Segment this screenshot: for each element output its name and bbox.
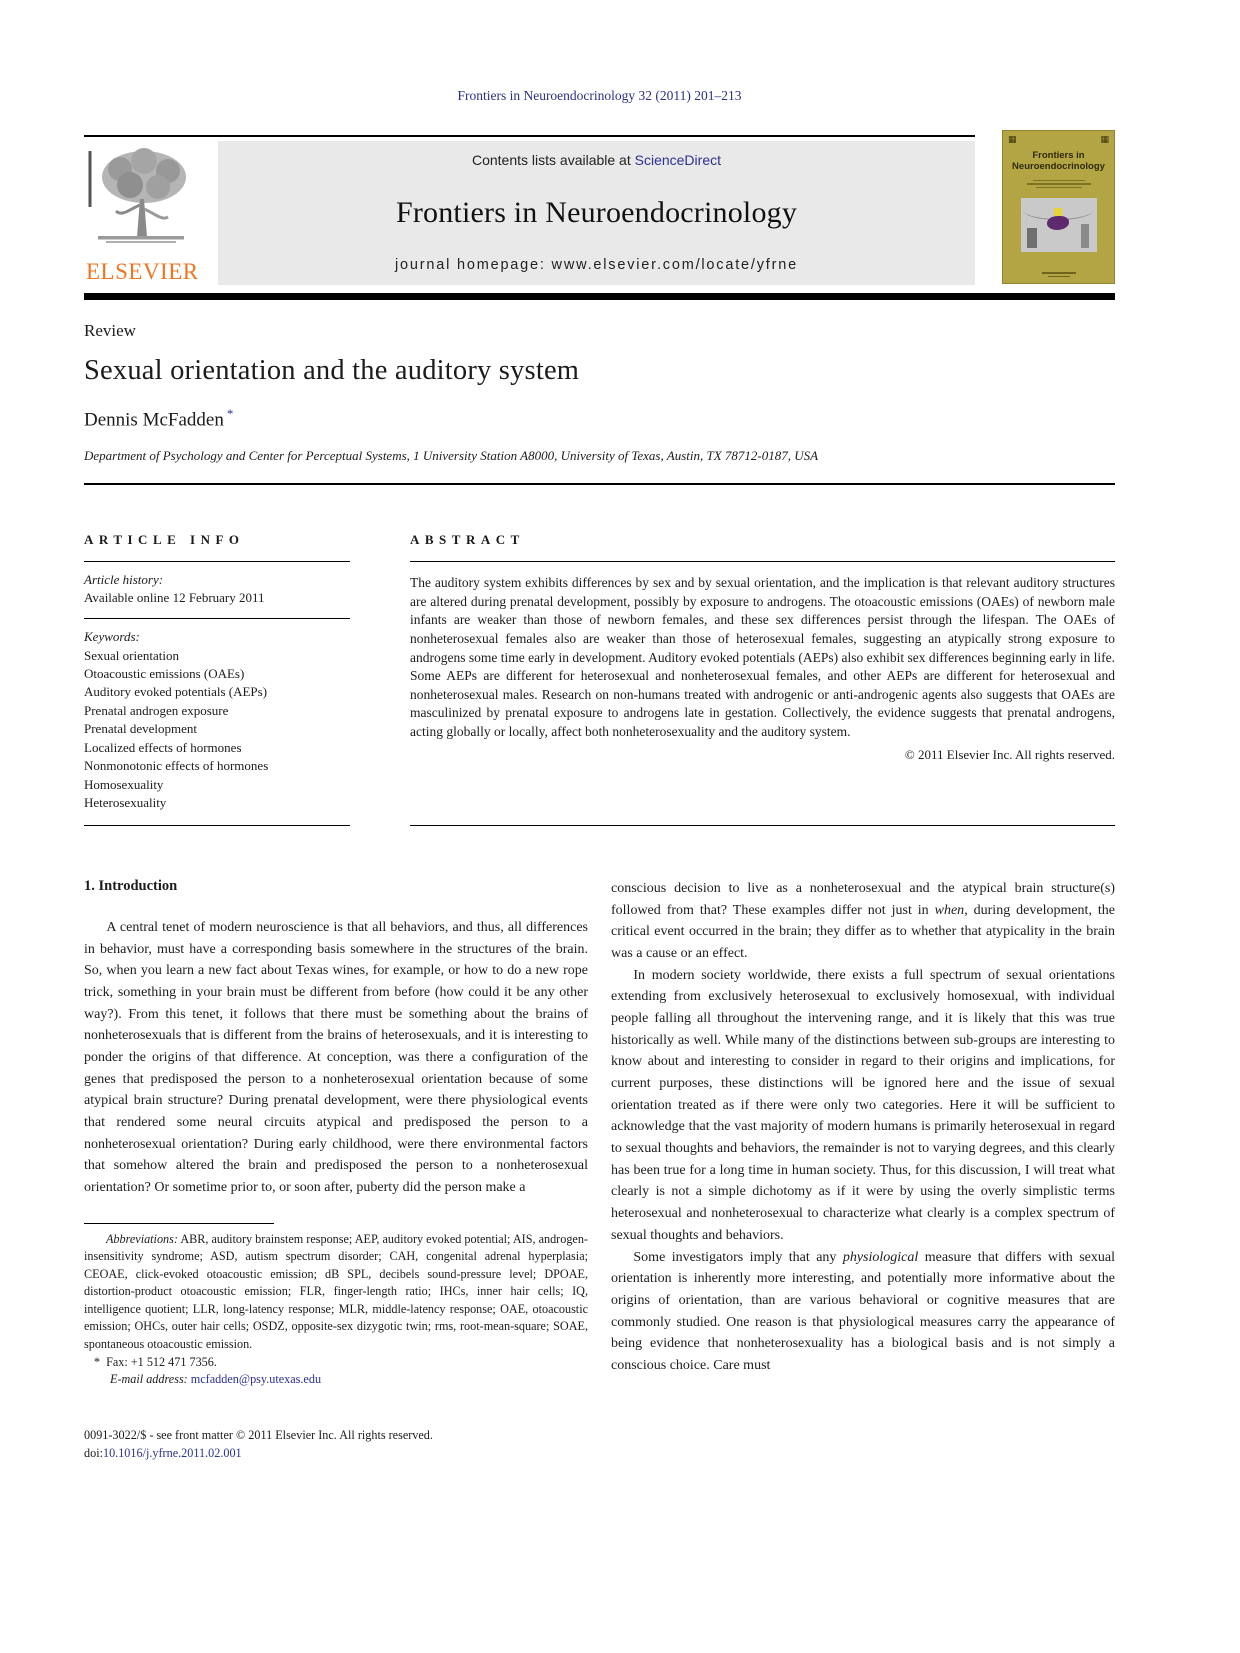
author-name: Dennis McFadden bbox=[84, 409, 224, 431]
rule bbox=[84, 825, 350, 826]
article-type-label: Review bbox=[84, 321, 136, 340]
fax-footnote bbox=[84, 1355, 588, 1370]
intro-paragraph-1: A central tenet of modern neuroscience is that all behaviors, and thus, all differences in behavior, must have a corresponding basis somewhere in the structures of the brain. So, when you learn a new fact about Texas wines, for example, or how to do a new rope trick, something in your brain must be different from before (how could it be any other way?). From this tenet, it follows that there must be something about the brains of nonheterosexuals that is different from the brains of heterosexuals, and it is interesting to ponder the origins of that difference. At conception, was there a configuration of the genes that predisposed the person to a nonheterosexual orientation because of some atypical brain structure? During prenatal development, were there physiological events that rendered some neural circuits atypical and predisposed the person to a nonheterosexual orientation? During early childhood, were there environmental factors that somehow altered the brain and predisposed the person to a nonheterosexual orientation? Or sometime prior to, or soon after, puberty did the person make a bbox=[84, 919, 588, 1196]
author-line bbox=[84, 406, 1115, 431]
cover-fine-print bbox=[1024, 178, 1094, 191]
cover-illustration bbox=[1021, 198, 1097, 252]
article-info-column bbox=[84, 532, 350, 826]
cover-publisher-icons bbox=[1008, 135, 1109, 144]
journal-reference-line: Frontiers in Neuroendocrinology 32 (2011) 201–213 bbox=[457, 88, 742, 103]
journal-title: Frontiers in Neuroendocrinology bbox=[395, 195, 798, 229]
page-footer bbox=[84, 1427, 588, 1462]
keywords-label: Keywords: bbox=[84, 629, 140, 645]
italic-word: physiological bbox=[842, 1249, 919, 1265]
italic-word: when bbox=[934, 902, 965, 918]
cover-emblem-icon: ▦ bbox=[1008, 134, 1017, 144]
article-history-label: Article history: bbox=[84, 572, 164, 588]
header-main bbox=[84, 135, 975, 283]
cover-footer-marks bbox=[1039, 270, 1079, 279]
intro-paragraph-3 bbox=[611, 1247, 1115, 1377]
abbreviations-text: ABR, auditory brainstem response; AEP, auditory evoked potential; AIS, androgen-insensitivity syndrome; ASD, autism spectrum disorder; CAH, congenital adrenal hyperplasia; CEOAE, click-evoked otoacoustic emission; dB SPL, decibels sound-pressure level; DPOAE, distortion-product otoacoustic emission; FLR, finger-length ratio; IHCs, inner hair cells; IQ, intelligence quotient; LLR, long-latency response; MLR, middle-latency response; OAE, otoacoustic emission; OHCs, outer hair cells; OSDZ, opposite-sex dizygotic twin; rms, root-mean-square; SOAE, spontaneous otoacoustic emission. bbox=[84, 1231, 588, 1351]
email-label: E-mail address: bbox=[110, 1372, 188, 1387]
cover-journal-title: Frontiers in Neuroendocrinology bbox=[1012, 150, 1105, 172]
keyword: Localized effects of hormones bbox=[84, 739, 242, 755]
column-gutter bbox=[350, 532, 410, 826]
footnote-rule bbox=[84, 1223, 274, 1224]
keyword: Otoacoustic emissions (OAEs) bbox=[84, 666, 245, 682]
article-history-block bbox=[84, 571, 350, 608]
email-footnote bbox=[84, 1372, 588, 1387]
intro-paragraph-2: In modern society worldwide, there exists a full spectrum of sexual orientations extending from exclusively heterosexual to exclusively homosexual, with individual people falling all throughout the intervening range, and it is likely that this was true historically as well. While many of the distinctions between sub-groups are interesting to know about and interesting to consider in regard to their origins and implications, for current purposes, these distinctions will be ignored here and the issue of sexual orientation treated as if there were only two categories. Here it will be sufficient to acknowledge that the vast majority of modern humans is primarily heterosexual in regard to sexual thoughts and behaviors, the remainder is not to varying degrees, and this clearly has been true for a long time in human society. Thus, for this discussion, I will treat what clearly is not a simple dichotomy as if it were by using the overly simplistic terms heterosexual and nonheterosexual to characterize what clearly is a complex spectrum of sexual thoughts and behaviors. bbox=[611, 967, 1115, 1243]
rule bbox=[84, 561, 350, 562]
journal-cover-thumbnail bbox=[1002, 130, 1115, 284]
body-right-column bbox=[611, 878, 1115, 1463]
paragraph-text: conscious decision to live as a nonheterosexual and the atypical brain structure(s) followed from that? These examples differ not just in bbox=[611, 880, 1115, 918]
paragraph-text: measure that differs with sexual orientation is inherently more interesting, and potentially more informative about the origins of orientation, than are various behavioral or cognitive measures that are commonly studied. One reason is that physiological measures carry the appearance of being evidence that nonheterosexuality has a biological basis and is not simply a conscious choice. Care must bbox=[611, 1249, 1115, 1373]
author-affiliation: Department of Psychology and Center for Perceptual Systems, 1 University Station A8000, University of Texas, Austin, TX 78712-0187, USA bbox=[84, 448, 819, 464]
journal-homepage-link[interactable]: journal homepage: www.elsevier.com/locate/yfrne bbox=[395, 257, 798, 273]
sciencedirect-link[interactable]: ScienceDirect bbox=[634, 152, 721, 168]
issn-copyright-line: 0091-3022/$ - see front matter © 2011 Elsevier Inc. All rights reserved. bbox=[84, 1428, 433, 1443]
cover-crest-icon: ▦ bbox=[1100, 134, 1109, 144]
keyword: Heterosexuality bbox=[84, 795, 167, 811]
journal-banner bbox=[218, 141, 975, 285]
paragraph-text: , during development, the critical event occurred in the brain; they differ as to whether that atypicality in the brain was a cause or an effect. bbox=[611, 902, 1116, 961]
header-rule bbox=[84, 483, 1115, 485]
keywords-block bbox=[84, 628, 350, 825]
contents-prefix-text: Contents lists available at bbox=[471, 152, 635, 168]
journal-header-band bbox=[84, 135, 1115, 284]
author-email-link[interactable]: mcfadden@psy.utexas.edu bbox=[190, 1372, 322, 1387]
abstract-copyright: © 2011 Elsevier Inc. All rights reserved. bbox=[904, 746, 1115, 762]
section-divider-bar bbox=[84, 293, 1115, 300]
article-info-heading: ARTICLE INFO bbox=[84, 531, 245, 547]
fax-text: Fax: +1 512 471 7356. bbox=[106, 1355, 217, 1370]
corresponding-author-asterisk[interactable]: * bbox=[226, 406, 234, 421]
info-abstract-section bbox=[84, 532, 1115, 826]
footnote-asterisk: * bbox=[94, 1355, 101, 1370]
body-two-column-text bbox=[84, 878, 1115, 1463]
abstract-text: The auditory system exhibits differences by sex and by sexual orientation, and the implication is that relevant auditory structures are altered during prenatal development, possibly by exposure to androgens. The otoacoustic emissions (OAEs) of newborn male infants are weaker than those of newborn females, and these sex differences persist through the lifespan. The OAEs of nonheterosexual females also are weaker than those of heterosexual females, suggesting an atypically strong exposure to androgens some time early in development. Auditory evoked potentials (AEPs) also exhibit sex differences beginning early in life. Some AEPs are different for heterosexual and nonheterosexual females, and other AEPs are different for heterosexual and nonheterosexual males. Research on non-humans treated with androgenic or anti-androgenic agents also suggests that OAEs are masculinized by prenatal exposure to androgens late in gestation. Collectively, the evidence suggests that prenatal androgens, acting globally or locally, affect both nonheterosexuality and the auditory system. bbox=[410, 575, 1115, 740]
keyword: Prenatal androgen exposure bbox=[84, 702, 229, 718]
elsevier-logo-block bbox=[84, 141, 218, 285]
keyword: Homosexuality bbox=[84, 776, 164, 792]
abstract-heading: ABSTRACT bbox=[410, 531, 525, 547]
elsevier-logo-text: ELSEVIER bbox=[86, 259, 199, 284]
doi-label: doi: bbox=[84, 1445, 103, 1460]
keyword: Prenatal development bbox=[84, 721, 197, 737]
rule bbox=[84, 618, 350, 619]
article-title: Sexual orientation and the auditory system bbox=[84, 355, 580, 386]
abbreviations-footnote bbox=[84, 1231, 588, 1353]
keyword: Sexual orientation bbox=[84, 647, 179, 663]
doi-link[interactable]: 10.1016/j.yfrne.2011.02.001 bbox=[102, 1445, 242, 1460]
abstract-column bbox=[410, 532, 1115, 826]
rule bbox=[410, 561, 1115, 562]
paragraph-text: Some investigators imply that any bbox=[633, 1249, 843, 1265]
elsevier-tree-icon bbox=[86, 147, 192, 249]
rule bbox=[410, 825, 1115, 826]
keyword: Nonmonotonic effects of hormones bbox=[84, 758, 269, 774]
keyword: Auditory evoked potentials (AEPs) bbox=[84, 684, 268, 700]
contents-available-line bbox=[472, 152, 721, 168]
intro-paragraph-1-continued bbox=[611, 878, 1115, 965]
available-online-date: Available online 12 February 2011 bbox=[84, 590, 265, 606]
column-gutter bbox=[588, 878, 611, 1463]
section-1-heading: 1. Introduction bbox=[84, 877, 178, 894]
doi-line bbox=[84, 1445, 588, 1463]
body-left-column bbox=[84, 878, 588, 1463]
abbreviations-label: Abbreviations: bbox=[105, 1231, 178, 1246]
